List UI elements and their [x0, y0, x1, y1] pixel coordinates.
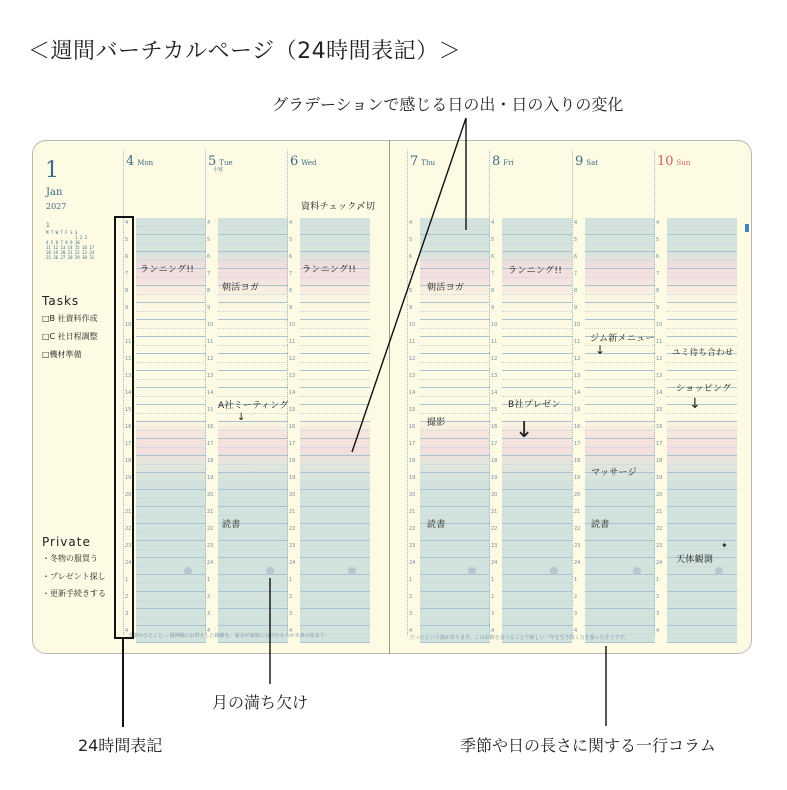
hour-label: 19: [289, 475, 296, 481]
hour-label: 13: [207, 373, 214, 379]
hour-label: 4: [289, 220, 293, 226]
hour-label: 1: [207, 577, 211, 583]
hour-label: 2: [491, 594, 495, 600]
hour-label: 2: [125, 594, 129, 600]
hour-label: 6: [125, 254, 129, 260]
hour-label: 19: [207, 475, 214, 481]
mini-calendar-row: 4 5 6 7 8 9 10: [46, 240, 80, 245]
hour-label: 3: [289, 611, 293, 617]
hour-label: 12: [409, 356, 416, 362]
hour-label: 20: [289, 492, 296, 498]
hour-label: 11: [125, 339, 132, 345]
hour-label: 4: [289, 628, 293, 634]
hour-label: 3: [207, 611, 211, 617]
hour-label: 15: [409, 407, 416, 413]
page-title: ＜週間バーチカルページ（24時間表記）＞: [28, 39, 462, 64]
hour-label: 9: [289, 305, 293, 311]
hour-label: 22: [207, 526, 214, 532]
arrow-icon: ↓: [237, 412, 246, 423]
hour-label: 11: [656, 339, 663, 345]
hour-label: 13: [491, 373, 498, 379]
entry-tue-yoga: 朝活ヨガ: [222, 283, 260, 293]
column-text-left: 今朝のひとこと… 満神様にお供えした鏡餅を、家長が家族に分けたものが本来の始まり: [128, 633, 325, 639]
hour-label: 23: [125, 543, 132, 549]
hour-label: 18: [207, 458, 214, 464]
hour-label: 4: [574, 628, 578, 634]
entry-wed-check: 資料チェック〆切: [301, 202, 376, 212]
day-number: 7: [410, 154, 419, 169]
hour-label: 21: [125, 509, 132, 515]
hour-label: 24: [289, 560, 296, 566]
hour-label: 17: [207, 441, 214, 447]
hour-label: 9: [207, 305, 211, 311]
day-weekday: Fri: [503, 159, 514, 167]
hour-label: 7: [656, 271, 660, 277]
hour-label: 23: [491, 543, 498, 549]
hour-label: 20: [125, 492, 132, 498]
hour-label: 13: [289, 373, 296, 379]
hour-label: 4: [574, 220, 578, 226]
hour-label: 7: [125, 271, 129, 277]
hour-label: 1: [409, 577, 413, 583]
hour-label: 2: [207, 594, 211, 600]
hour-label: 4: [409, 220, 413, 226]
mini-calendar-row: 18 19 20 21 22 23 24: [46, 250, 95, 255]
hour-label: 4: [207, 220, 211, 226]
hour-label: 24: [207, 560, 214, 566]
hour-label: 20: [491, 492, 498, 498]
hour-label: 1: [491, 577, 495, 583]
hour-label: 14: [289, 390, 296, 396]
hour-label: 3: [491, 611, 495, 617]
callout-column: 季節や日の長さに関する一行コラム: [460, 736, 716, 755]
mini-calendar-row: 11 12 13 14 15 16 17: [46, 245, 95, 250]
hour-label: 13: [409, 373, 416, 379]
hour-label: 6: [289, 254, 293, 260]
entry-wed-run: ランニング!!: [302, 265, 357, 275]
hour-label: 9: [656, 305, 660, 311]
private-item: ・プレゼント探し: [42, 572, 106, 581]
hour-label: 5: [207, 237, 211, 243]
hour-label: 12: [656, 356, 663, 362]
callout-gradation: グラデーションで感じる日の出・日の入りの変化: [272, 95, 624, 114]
hour-label: 17: [491, 441, 498, 447]
hour-label: 10: [207, 322, 214, 328]
hour-label: 23: [409, 543, 416, 549]
hour-label: 21: [574, 509, 581, 515]
hour-label: 15: [656, 407, 663, 413]
sparkle-icon: ✦: [721, 541, 729, 550]
day-number: 9: [575, 154, 584, 169]
hour-label: 20: [207, 492, 214, 498]
hour-label: 16: [656, 424, 663, 430]
hour-label: 8: [409, 288, 413, 294]
hour-label: 10: [289, 322, 296, 328]
entry-sat-read: 読書: [591, 520, 610, 530]
callout-24h: 24時間表記: [78, 736, 163, 755]
hour-label: 7: [289, 271, 293, 277]
hour-label: 15: [491, 407, 498, 413]
hour-label: 4: [491, 220, 495, 226]
hour-label: 15: [207, 407, 214, 413]
hour-label: 23: [574, 543, 581, 549]
entry-fri-present: B社プレゼン: [508, 400, 561, 410]
hour-label: 16: [491, 424, 498, 430]
hour-label: 1: [125, 577, 129, 583]
hour-label: 8: [125, 288, 129, 294]
hour-label: 14: [491, 390, 498, 396]
hour-label: 19: [125, 475, 132, 481]
hour-label: 2: [289, 594, 293, 600]
hour-label: 5: [491, 237, 495, 243]
hour-label: 2: [656, 594, 660, 600]
hour-label: 7: [574, 271, 578, 277]
hour-label: 22: [289, 526, 296, 532]
hour-label: 16: [289, 424, 296, 430]
hour-label: 19: [656, 475, 663, 481]
hour-label: 7: [491, 271, 495, 277]
hour-label: 5: [289, 237, 293, 243]
private-item: ・更新手続きする: [42, 589, 106, 598]
hour-label: 18: [125, 458, 132, 464]
hour-label: 14: [409, 390, 416, 396]
hour-label: 12: [289, 356, 296, 362]
hour-label: 16: [574, 424, 581, 430]
entry-tue-meeting: A社ミーティング: [218, 401, 289, 411]
hour-label: 17: [656, 441, 663, 447]
entry-thu-yoga: 朝活ヨガ: [427, 283, 465, 293]
hour-label: 18: [656, 458, 663, 464]
arrow-icon: ↓: [595, 343, 606, 357]
task-item: □C 社日程調整: [42, 332, 98, 341]
entry-tue-read: 読書: [222, 520, 241, 530]
day-weekday: Wed: [301, 159, 317, 167]
hour-label: 8: [289, 288, 293, 294]
hour-label: 4: [409, 628, 413, 634]
hour-label: 21: [409, 509, 416, 515]
hour-label: 24: [409, 560, 416, 566]
hour-label: 22: [409, 526, 416, 532]
hour-label: 8: [491, 288, 495, 294]
hour-label: 11: [574, 339, 581, 345]
day-weekday: Tue: [219, 159, 233, 167]
hour-label: 23: [289, 543, 296, 549]
entry-fri-run: ランニング!!: [508, 266, 563, 276]
hour-label: 4: [656, 628, 660, 634]
hour-label: 17: [574, 441, 581, 447]
entry-sun-shop: ショッピング: [676, 384, 732, 394]
tasks-heading: Tasks: [42, 294, 80, 308]
hour-label: 11: [289, 339, 296, 345]
mini-calendar-row: 1 2 3: [46, 235, 87, 240]
hour-label: 19: [491, 475, 498, 481]
hour-label: 12: [491, 356, 498, 362]
day-solar-term: 小寒: [213, 167, 224, 173]
task-item: □B 社資料作成: [42, 314, 98, 323]
hour-label: 18: [574, 458, 581, 464]
hour-label: 21: [207, 509, 214, 515]
hour-label: 9: [125, 305, 129, 311]
mini-calendar-weekdays: M T W T F S S: [46, 230, 78, 235]
hour-label: 8: [207, 288, 211, 294]
hour-label: 11: [207, 339, 214, 345]
hour-label: 4: [125, 220, 129, 226]
hour-label: 22: [491, 526, 498, 532]
hour-label: 14: [656, 390, 663, 396]
day-weekday: Sat: [586, 159, 599, 167]
hour-label: 20: [574, 492, 581, 498]
entry-thu-read: 読書: [427, 520, 446, 530]
hour-label: 5: [125, 237, 129, 243]
hour-label: 6: [656, 254, 660, 260]
hour-label: 18: [491, 458, 498, 464]
hour-label: 12: [207, 356, 214, 362]
day-number: 5: [208, 154, 217, 169]
day-number: 4: [126, 154, 135, 169]
hour-label: 1: [574, 577, 578, 583]
hour-label: 14: [125, 390, 132, 396]
hour-label: 18: [289, 458, 296, 464]
day-weekday: Sun: [676, 159, 691, 167]
hour-label: 5: [656, 237, 660, 243]
hour-label: 8: [574, 288, 578, 294]
day-number: 8: [492, 154, 501, 169]
hour-label: 3: [409, 611, 413, 617]
hour-label: 24: [656, 560, 663, 566]
hour-label: 9: [574, 305, 578, 311]
hour-label: 5: [574, 237, 578, 243]
private-item: ・冬物の服買う: [42, 554, 98, 563]
hour-label: 3: [656, 611, 660, 617]
hour-label: 14: [207, 390, 214, 396]
hour-label: 4: [656, 220, 660, 226]
hour-label: 10: [574, 322, 581, 328]
entry-sun-star: 天体観測: [676, 555, 714, 565]
hour-label: 4: [207, 628, 211, 634]
hour-label: 6: [207, 254, 211, 260]
hour-label: 21: [656, 509, 663, 515]
hour-label: 21: [289, 509, 296, 515]
hour-label: 20: [409, 492, 416, 498]
hour-label: 18: [409, 458, 416, 464]
hour-label: 5: [409, 237, 413, 243]
hour-label: 10: [491, 322, 498, 328]
task-item: □機材準備: [42, 350, 82, 359]
hour-label: 22: [574, 526, 581, 532]
year: 2027: [46, 202, 67, 211]
month-name: Jan: [46, 187, 63, 198]
hour-label: 11: [409, 339, 416, 345]
hour-label: 23: [207, 543, 214, 549]
hour-label: 16: [409, 424, 416, 430]
entry-thu-photo: 撮影: [427, 418, 446, 428]
column-text-right: だったという説があります。このお餅を食べることで新しい一年を生き抜く力を養ったそうです。: [410, 635, 630, 641]
hour-label: 9: [491, 305, 495, 311]
hour-label: 4: [491, 628, 495, 634]
hour-label: 13: [574, 373, 581, 379]
hour-label: 1: [656, 577, 660, 583]
entry-mon-run: ランニング!!: [140, 265, 195, 275]
hour-label: 17: [289, 441, 296, 447]
hour-label: 16: [207, 424, 214, 430]
hour-label: 7: [409, 271, 413, 277]
hour-label: 17: [409, 441, 416, 447]
entry-sun-yumi: ユミ待ち合わせ: [672, 348, 734, 358]
hour-label: 15: [125, 407, 132, 413]
hour-label: 9: [409, 305, 413, 311]
mini-calendar-row: 25 26 27 28 29 30 31: [46, 255, 95, 260]
hour-label: 21: [491, 509, 498, 515]
hour-label: 13: [656, 373, 663, 379]
hour-label: 13: [125, 373, 132, 379]
hour-label: 6: [574, 254, 578, 260]
hour-label: 8: [656, 288, 660, 294]
day-number: 10: [657, 154, 674, 169]
hour-label: 4: [125, 628, 129, 634]
hour-label: 17: [125, 441, 132, 447]
hour-label: 15: [574, 407, 581, 413]
callout-moon: 月の満ち欠け: [212, 693, 309, 712]
private-heading: Private: [42, 535, 91, 549]
entry-sat-gym: ジム新メニュー: [590, 334, 655, 344]
mini-calendar-month: 1: [46, 222, 50, 229]
day-number: 6: [290, 154, 299, 169]
hour-label: 19: [409, 475, 416, 481]
hour-label: 3: [574, 611, 578, 617]
hour-label: 22: [656, 526, 663, 532]
hour-label: 24: [574, 560, 581, 566]
hour-label: 2: [409, 594, 413, 600]
hour-label: 10: [656, 322, 663, 328]
hour-label: 15: [289, 407, 296, 413]
hour-label: 3: [125, 611, 129, 617]
hour-label: 19: [574, 475, 581, 481]
day-weekday: Mon: [137, 159, 154, 167]
hour-label: 2: [574, 594, 578, 600]
hour-label: 7: [207, 271, 211, 277]
hour-label: 12: [574, 356, 581, 362]
hour-label: 23: [656, 543, 663, 549]
hour-label: 22: [125, 526, 132, 532]
arrow-icon: ↓: [515, 418, 534, 443]
hour-label: 10: [409, 322, 416, 328]
hour-label: 14: [574, 390, 581, 396]
hour-label: 20: [656, 492, 663, 498]
hour-label: 24: [125, 560, 132, 566]
hour-label: 6: [491, 254, 495, 260]
day-weekday: Thu: [421, 159, 435, 167]
hour-label: 12: [125, 356, 132, 362]
hour-label: 24: [491, 560, 498, 566]
hour-label: 6: [409, 254, 413, 260]
month-number: 1: [45, 158, 59, 183]
hour-label: 10: [125, 322, 132, 328]
hour-label: 1: [289, 577, 293, 583]
hour-label: 16: [125, 424, 132, 430]
entry-sat-massage: マッサージ: [591, 468, 637, 478]
hour-label: 11: [491, 339, 498, 345]
arrow-icon: ↓: [689, 396, 702, 412]
